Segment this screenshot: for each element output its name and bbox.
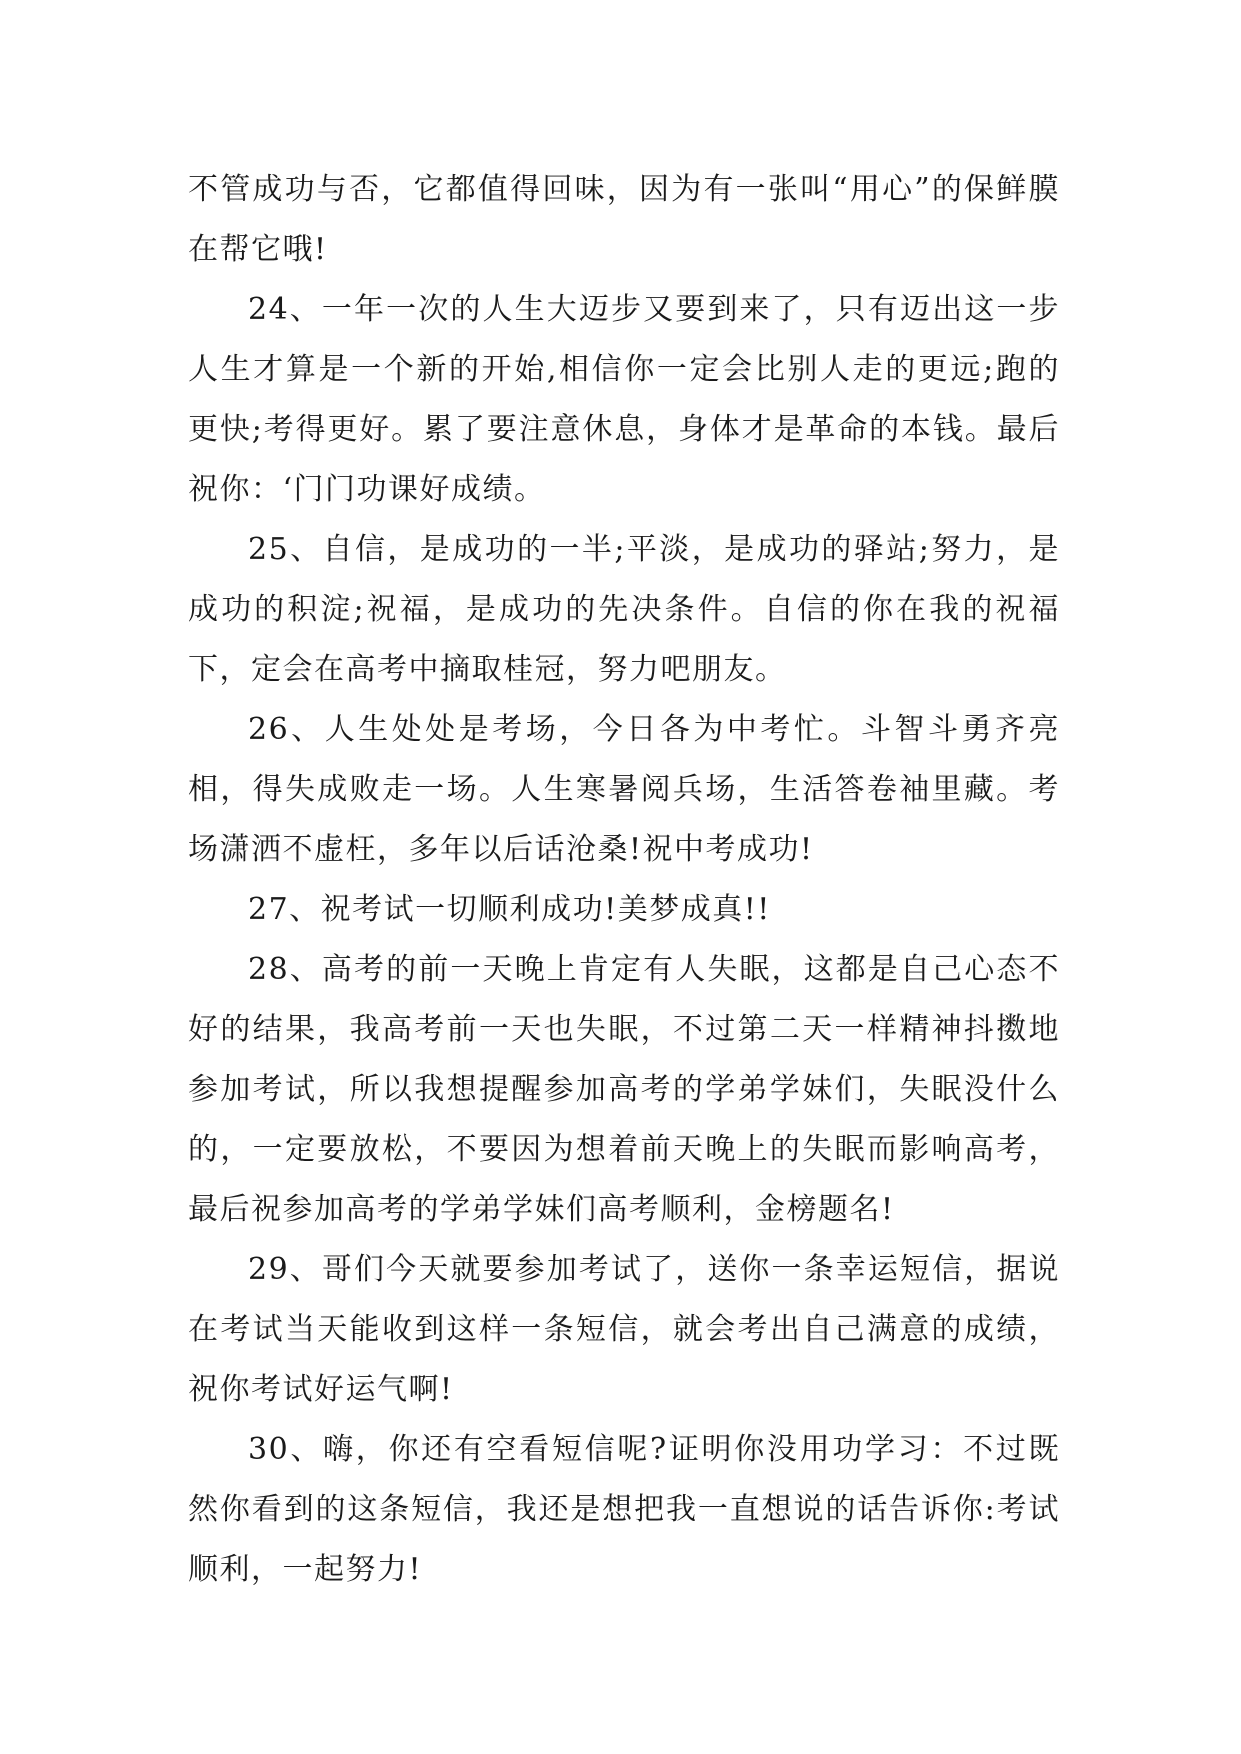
- paragraph-30: 30、嗨，你还有空看短信呢?证明你没用功学习：不过既然你看到的这条短信，我还是想把我一直想说的话告诉你:考试顺利，一起努力!: [188, 1432, 1060, 1587]
- paragraph-24: 24、一年一次的人生大迈步又要到来了，只有迈出这一步人生才算是一个新的开始,相信你一定会比别人走的更远;跑的更快;考得更好。累了要注意休息，身体才是革命的本钱。最后祝你：‘门门功课好成绩。: [188, 292, 1060, 507]
- paragraph-27: 27、祝考试一切顺利成功!美梦成真!!: [248, 892, 771, 927]
- paragraph-28: 28、高考的前一天晚上肯定有人失眠，这都是自己心态不好的结果，我高考前一天也失眠，不过第二天一样精神抖擞地参加考试，所以我想提醒参加高考的学弟学妹们，失眠没什么的，一定要放松，不要因为想着前天晚上的失眠而影响高考，最后祝参加高考的学弟学妹们高考顺利，金榜题名!: [188, 952, 1060, 1227]
- document-body: [188, 160, 1060, 1600]
- paragraph-26: 26、人生处处是考场，今日各为中考忙。斗智斗勇齐亮相，得失成败走一场。人生寒暑阅兵场，生活答卷袖里藏。考场潇洒不虚枉，多年以后话沧桑!祝中考成功!: [188, 712, 1060, 867]
- paragraph-29: 29、哥们今天就要参加考试了，送你一条幸运短信，据说在考试当天能收到这样一条短信，就会考出自己满意的成绩，祝你考试好运气啊!: [188, 1252, 1060, 1407]
- paragraph-continuation: 不管成功与否，它都值得回味，因为有一张叫“用心”的保鲜膜在帮它哦!: [188, 172, 1060, 267]
- paragraph-25: 25、自信，是成功的一半;平淡，是成功的驿站;努力，是成功的积淀;祝福，是成功的先决条件。自信的你在我的祝福下，定会在高考中摘取桂冠，努力吧朋友。: [188, 532, 1060, 687]
